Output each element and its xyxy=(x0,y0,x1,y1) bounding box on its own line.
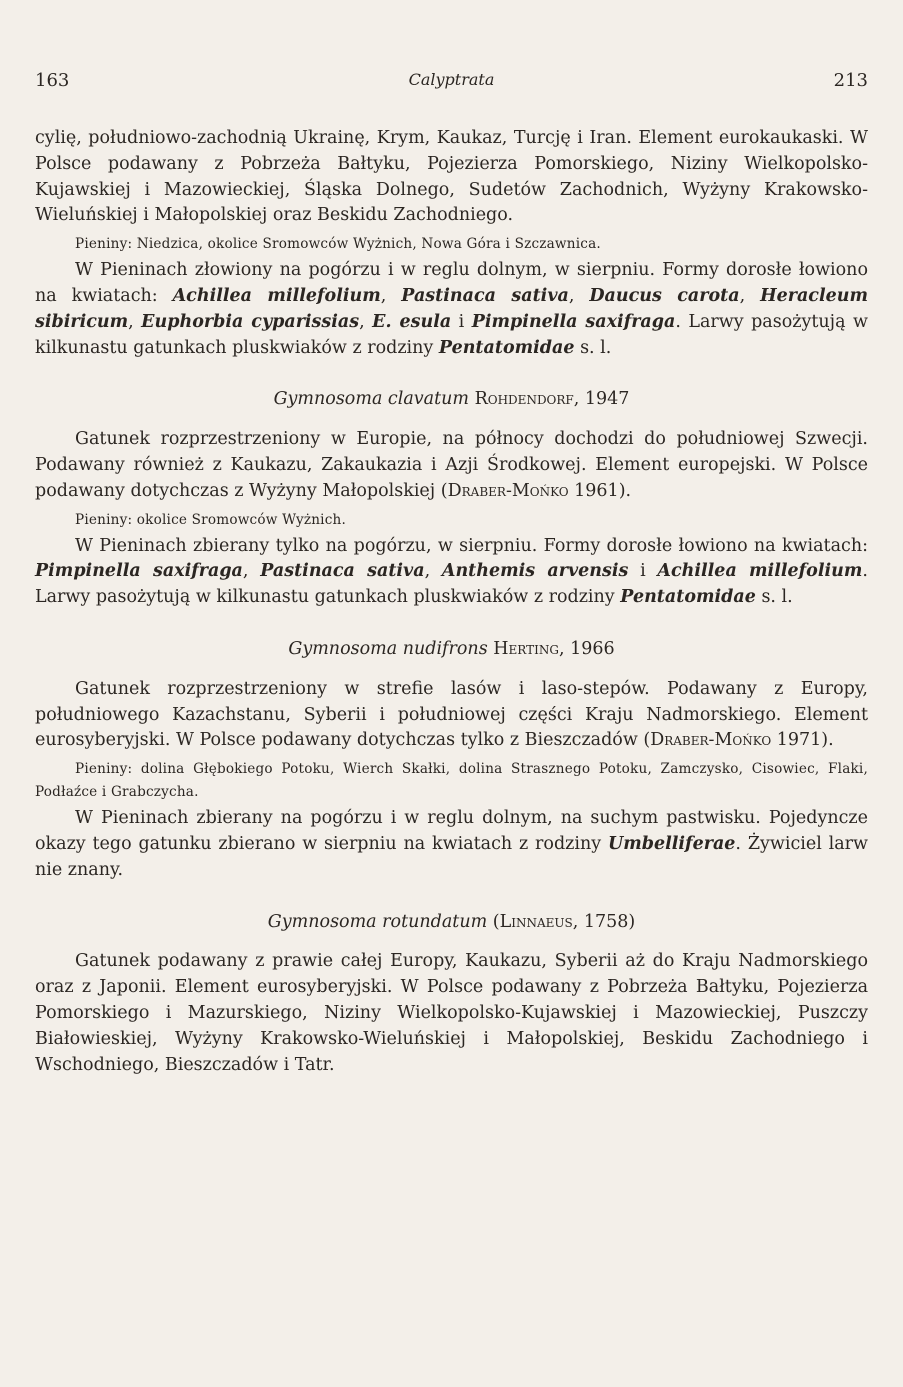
page-number-left: 163 xyxy=(35,70,70,91)
locality-line: Pieniny: Niedzica, okolice Sromowców Wyżnich, Nowa Góra i Szczawnica. xyxy=(75,236,601,253)
running-title: Calyptrata xyxy=(408,70,495,89)
species-heading: Gymnosoma nudifrons Herting, 1966 xyxy=(288,638,615,659)
species-heading: Gymnosoma rotundatum (Linnaeus, 1758) xyxy=(267,911,636,932)
paragraph: Gatunek podawany z prawie całej Europy, Kaukazu, Syberii aż do Kraju Nadmorskiego oraz z Japonii. Element eurosyberyjski. W Polsce podawany z Pobrzeża Bałtyku, Pojezierza Pomorskiego i Mazurskiego, Niziny Wielkopolsko-Kujawskiej i Mazowieckiej, Puszczy Białowieskiej, Wyżyny Krakowsko-Wieluńskiej i Małopolskiej, Beskidu Zachodniego i Wschodniego, Bieszczadów i Tatr. xyxy=(35,951,868,1075)
paragraph: W Pieninach zbierany na pogórzu i w reglu dolnym, na suchym pastwisku. Pojedyncze okazy tego gatunku zbierano w sierpniu na kwiatach z rodziny Umbelliferae. Żywiciel larw nie znany. xyxy=(35,808,868,880)
paragraph: W Pieninach zbierany tylko na pogórzu, w sierpniu. Formy dorosłe łowiono na kwiatach: Pimpinella saxifraga, Pastinaca sativa, Anthemis arvensis i Achillea millefolium. Larwy pasożytują w kilkunastu gatunkach pluskwiaków z rodziny Pentatomidae s. l. xyxy=(35,535,868,608)
paragraph: Gatunek rozprzestrzeniony w Europie, na północy dochodzi do południowej Szwecji. Podawany również z Kaukazu, Zakaukazia i Azji Środkowej. Element europejski. W Polsce podawany dotychczas z Wyżyny Małopolskiej (Draber-Mońko 1961). xyxy=(35,429,868,501)
page-number-right: 213 xyxy=(833,70,868,91)
page-header xyxy=(35,70,868,96)
body-text xyxy=(35,126,868,1078)
species-heading: Gymnosoma clavatum Rohdendorf, 1947 xyxy=(273,389,630,410)
paragraph: W Pieninach złowiony na pogórzu i w reglu dolnym, w sierpniu. Formy dorosłe łowiono na kwiatach: Achillea millefolium, Pastinaca sativa, Daucus carota, Heracleum sibiricum, Euphorbia cyparissias, E. esula i Pimpinella saxifraga. Larwy pasożytują w kilkunastu gatunkach pluskwiaków z rodziny Pentatomidae s. l. xyxy=(35,260,868,358)
locality-line: Pieniny: dolina Głębokiego Potoku, Wierch Skałki, dolina Strasznego Potoku, Zamczysko, Cisowiec, Flaki, Podłaźce i Grabczycha. xyxy=(35,761,868,801)
paragraph: Gatunek rozprzestrzeniony w strefie lasów i laso-stepów. Podawany z Europy, południowego Kazachstanu, Syberii i południowej części Kraju Nadmorskiego. Element eurosyberyjski. W Polsce podawany dotychczas tylko z Bieszczadów (Draber-Mońko 1971). xyxy=(35,678,868,751)
paragraph: cylię, południowo-zachodnią Ukrainę, Krym, Kaukaz, Turcję i Iran. Element eurokaukaski. W Polsce podawany z Pobrzeża Bałtyku, Pojezierza Pomorskiego, Niziny Wielkopolsko-Kujawskiej i Mazowieckiej, Śląska Dolnego, Sudetów Zachodnich, Wyżyny Krakowsko-Wieluńskiej i Małopolskiej oraz Beskidu Zachodniego. xyxy=(35,128,868,226)
locality-line: Pieniny: okolice Sromowców Wyżnich. xyxy=(75,511,347,528)
